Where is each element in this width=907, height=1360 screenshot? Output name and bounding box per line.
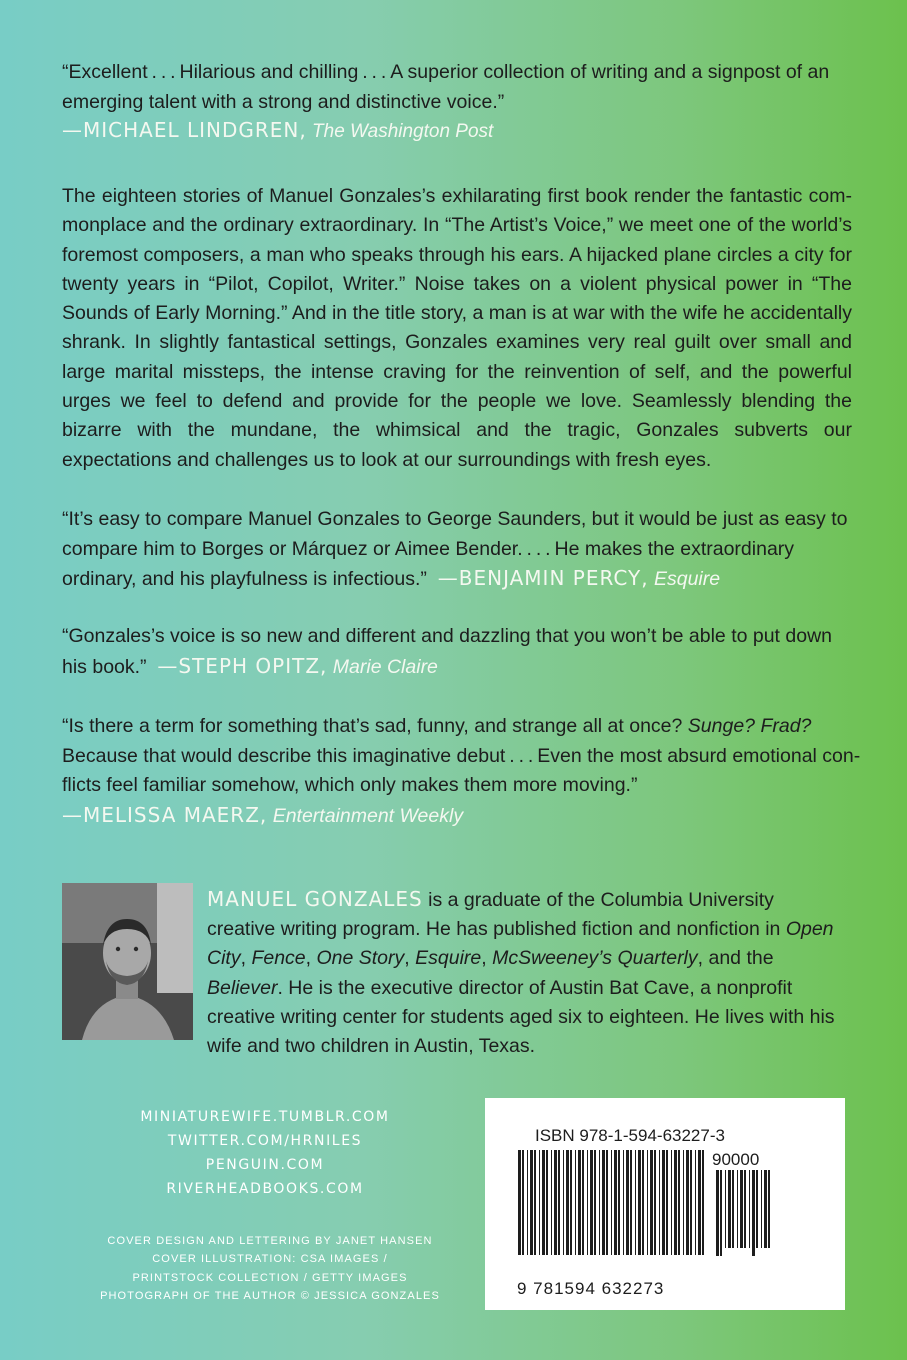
barcode-bar [728,1170,731,1248]
barcode-bar [666,1150,668,1255]
barcode-bar [764,1170,767,1248]
barcode-bar [662,1150,665,1255]
quote-text: “It’s easy to compare Manuel Gonzales to George Saunders, but it would be just as easy to compare him to Borges or Márquez or Aimee Bender. . . . He makes the extraordinary ordinary, and his playfulness is infectious.” [62,508,848,590]
barcode-bar [737,1170,738,1248]
author-photo [62,883,193,1040]
quote-washington-post [62,58,852,117]
barcode-bar [752,1170,755,1256]
quote-text: “Is there a term for something that’s sad, funny, and strange all at once? [62,715,683,737]
bio-text: , [481,947,493,970]
barcode-bar [554,1150,557,1255]
barcode-bar [630,1150,632,1255]
barcode-bar [659,1150,660,1255]
quote-author: —MICHAEL LINDGREN, [62,118,307,142]
barcode-bar [768,1170,770,1248]
bio-italic: Fence [251,947,306,970]
barcode-bar [539,1150,540,1255]
quote-author: —STEPH OPITZ, [157,653,328,678]
barcode-bar [530,1150,533,1255]
barcode-digits: 9 781594 632273 [517,1279,665,1298]
barcode-bar [623,1150,624,1255]
barcode-bar [732,1170,734,1248]
bio-text: , [240,947,252,970]
barcode-bar [635,1150,636,1255]
barcode-bar [618,1150,620,1255]
barcode-bar [626,1150,629,1255]
barcode-bar [654,1150,656,1255]
isbn-label: ISBN 978-1-594-63227-3 [535,1126,725,1145]
link-tumblr[interactable]: MINIATUREWIFE.TUMBLR.COM [140,1109,390,1125]
cover-credits [90,1232,450,1306]
barcode-bar [594,1150,596,1255]
barcode-bar [527,1150,528,1255]
addon-barcode [712,1170,772,1256]
web-links [140,1105,390,1201]
quote-marie-claire [62,622,862,682]
barcode-bar [575,1150,576,1255]
price-code: 90000 [712,1150,760,1169]
quote-author: —MELISSA MAERZ, [62,802,268,827]
quote-publication: Marie Claire [332,655,438,678]
barcode-bar [542,1150,545,1255]
barcode-bar [642,1150,644,1255]
quote-attribution [62,118,493,143]
quote-publication: Esquire [653,568,721,590]
credit-line: PRINTSTOCK COLLECTION / GETTY IMAGES [132,1271,408,1284]
quote-text: “Gonzales’s voice is so new and different and dazzling that you won’t be able to put down his book.” [62,625,833,678]
barcode-bar [740,1170,743,1248]
credit-line: COVER DESIGN AND LETTERING BY JANET HANSEN [107,1235,433,1247]
barcode-bar [563,1150,564,1255]
barcode-bar [578,1150,581,1255]
barcode-bar [582,1150,584,1255]
barcode-bar [695,1150,696,1255]
bio-text: . He is the executive director of Austin Bat Cave, a nonprofit creative writing center for students aged six to eighteen. He lives with his wife and two children in Austin, Texas. [207,976,835,1058]
bio-italic: Believer [207,976,278,999]
barcode-bar [558,1150,560,1255]
barcode-bar [720,1170,722,1256]
barcode-bar [702,1150,704,1255]
barcode-bar [671,1150,672,1255]
link-penguin[interactable]: PENGUIN.COM [205,1157,325,1173]
quote-publication: The Washington Post [312,121,494,142]
barcode-bar [650,1150,653,1255]
quote-esquire [62,505,862,595]
barcode-bar [546,1150,548,1255]
barcode-bar [606,1150,608,1255]
barcode-bar [749,1170,750,1248]
barcode-bar [518,1150,521,1255]
barcode-bar [761,1170,762,1248]
barcode-bar [725,1170,726,1248]
bio-italic: Open City [207,918,834,970]
quote-text: “Excellent . . . Hilarious and chilling . . . A superior collection of writing and a signpost of an emerging talent with a strong and distinctive voice.” [62,61,830,113]
barcode-bar [570,1150,572,1255]
ean-barcode [514,1150,708,1255]
quote-publication: Entertainment Weekly [272,804,464,827]
bio-italic: One Story [316,947,405,970]
barcode-bar [674,1150,677,1255]
author-bio [207,885,847,1061]
bio-text: , [404,947,416,970]
bio-italic: Esquire [415,947,482,970]
barcode-bar [534,1150,536,1255]
author-portrait-illustration [62,883,193,1040]
barcode-bar [647,1150,648,1255]
barcode-bar [690,1150,692,1255]
credit-line: PHOTOGRAPH OF THE AUTHOR © JESSICA GONZALES [100,1290,440,1303]
barcode-bar [599,1150,600,1255]
barcode-bar [756,1170,758,1248]
barcode-bar [678,1150,680,1255]
bio-text: is a graduate of the Columbia University creative writing program. He has published fiction and nonfiction in [207,889,786,941]
barcode-bar [638,1150,641,1255]
quote-entertainment-weekly [62,712,862,831]
link-twitter[interactable]: TWITTER.COM/HRNILES [167,1133,363,1149]
quote-italic: Sunge? Frad? [687,715,812,737]
credit-line: COVER ILLUSTRATION: CSA IMAGES / [152,1253,388,1266]
barcode-bar [686,1150,689,1255]
barcode-bar [522,1150,524,1255]
bio-italic: McSweeney’s Quarterly [492,947,698,970]
bio-text: , and the [697,947,774,970]
bio-text: , [305,947,317,970]
barcode-bar [698,1150,701,1255]
author-name: MANUEL GONZALES [207,887,423,911]
link-riverhead[interactable]: RIVERHEADBOOKS.COM [166,1181,364,1197]
barcode-bar [587,1150,588,1255]
barcode-bar [590,1150,593,1255]
book-description: The eighteen stories of Manuel Gonzales’s exhilarating first book render the fantastic commonplace and the ordinary extraordinary. In “The Artist’s Voice,” we meet one of the world’s foremost composers, a man who speaks through his ears. A hijacked plane circles a city for twenty years in “Pilot, Copilot, Writer.” Noise takes on a violent physical power in “The Sounds of Early Morning.” And in the title story, a man is at war with the wife he accidentally shrank. In slightly fantastical settings, Gonzales examines very real guilt over small and large marital missteps, the intense craving for the reinvention of self, and the powerful urges we feel to defend and provide for the people we love. Seamlessly blending the bizarre with the mundane, the whimsical and the tragic, Gonzales subverts our expectations and challenges us to look at our surroundings with fresh eyes. [62,185,852,471]
quote-text-cont: Because that would describe this imaginative debut . . . Even the most absurd emotional conflicts feel familiar somehow, which only makes them more moving.” [62,744,861,796]
barcode-bar [602,1150,605,1255]
barcode-bar [611,1150,612,1255]
barcode-bar [716,1170,719,1256]
barcode-bar [614,1150,617,1255]
barcode-bar [744,1170,746,1248]
quote-author: —BENJAMIN PERCY, [437,566,649,590]
barcode-bar [566,1150,569,1255]
barcode-bar [683,1150,684,1255]
barcode-bar [551,1150,552,1255]
